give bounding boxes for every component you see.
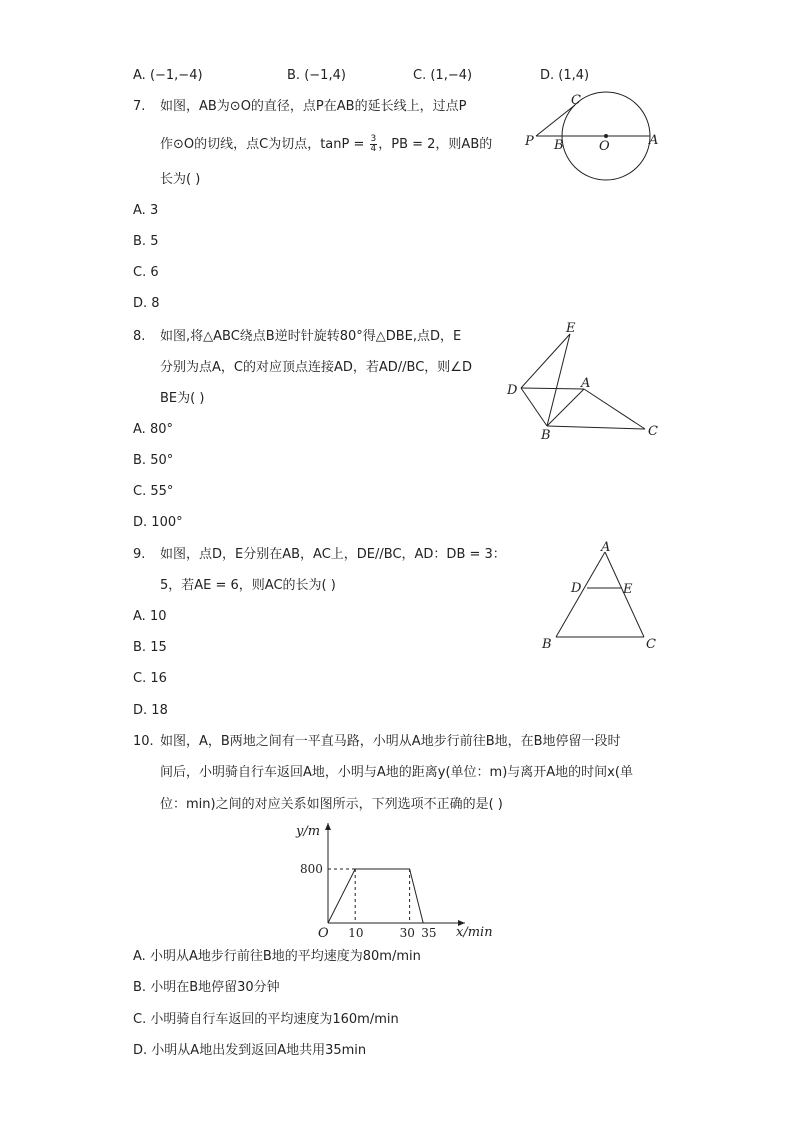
q6-option-d[interactable]: D. (1,4) — [540, 68, 590, 83]
q9-option-d[interactable]: D. 18 — [133, 703, 168, 718]
q9-label-e: E — [623, 582, 633, 597]
q10-x-tick-30: 30 — [399, 926, 415, 940]
q7-circle-figure — [515, 88, 665, 188]
q10-y-tick-800: 800 — [300, 862, 323, 876]
q7-label-o: O — [599, 139, 610, 154]
q7-center-point — [604, 134, 608, 138]
q8-label-e: E — [566, 321, 576, 336]
q10-distance-time-chart — [290, 815, 510, 945]
q6-option-b[interactable]: B. (−1,4) — [287, 68, 346, 83]
q7-option-a[interactable]: A. 3 — [133, 203, 159, 218]
q7-label-p: P — [525, 134, 534, 149]
q8-seg-bc — [547, 426, 645, 429]
q7-tangent-pc — [536, 105, 575, 136]
q10-option-d[interactable]: D. 小明从A地出发到返回A地共用35min — [133, 1043, 367, 1058]
q9-label-a: A — [601, 540, 611, 555]
q8-option-c[interactable]: C. 55° — [133, 484, 174, 499]
q10-series-line — [328, 869, 423, 923]
q8-stem-line3: BE为( ) — [160, 391, 205, 406]
q9-stem-line2: 5，若AE = 6，则AC的长为( ) — [160, 578, 336, 593]
q10-dashed-guides — [328, 869, 410, 923]
q10-stem-line3: 位：min)之间的对应关系如图所示，下列选项不正确的是( ) — [160, 797, 503, 812]
q7-label-a: A — [649, 133, 659, 148]
q8-label-a: A — [581, 376, 591, 391]
q9-label-b: B — [542, 637, 552, 652]
q7-label-c: C — [571, 93, 581, 108]
q9-number: 9. — [133, 547, 146, 562]
q8-option-d[interactable]: D. 100° — [133, 515, 183, 530]
q8-seg-ed — [521, 334, 570, 388]
q7-number: 7. — [133, 99, 146, 114]
q8-label-b: B — [541, 428, 551, 443]
q9-option-b[interactable]: B. 15 — [133, 640, 167, 655]
q8-seg-ab — [547, 389, 584, 426]
q7-stem-line1: 如图，AB为⊙O的直径，点P在AB的延长线上，过点P — [160, 99, 467, 114]
q7-fraction: $\frac{3}{4}$ — [370, 134, 377, 154]
q8-seg-ac — [584, 389, 645, 429]
q7-stem-line3: 长为( ) — [160, 172, 201, 187]
q8-seg-eb — [547, 334, 570, 426]
q10-y-axis-label: y/m — [296, 824, 321, 839]
q10-option-a[interactable]: A. 小明从A地步行前往B地的平均速度为80m/min — [133, 949, 421, 964]
q6-option-a[interactable]: A. (−1,−4) — [133, 68, 203, 83]
q8-seg-da — [521, 388, 584, 389]
q9-stem-line1: 如图，点D，E分别在AB，AC上，DE//BC，AD：DB = 3： — [160, 547, 506, 562]
q10-x-axis-label: x/min — [456, 925, 493, 940]
q9-label-c: C — [646, 637, 656, 652]
q10-stem-line1: 如图，A，B两地之间有一平直马路，小明从A地步行前往B地，在B地停留一段时 — [160, 734, 621, 749]
q10-stem-line2: 间后，小明骑自行车返回A地，小明与A地的距离y(单位：m)与离开A地的时间x(单 — [160, 765, 633, 780]
q8-label-c: C — [648, 424, 658, 439]
q7-label-b: B — [554, 138, 564, 153]
q8-option-a[interactable]: A. 80° — [133, 422, 173, 437]
q7-option-c[interactable]: C. 6 — [133, 265, 159, 280]
q6-option-c[interactable]: C. (1,−4) — [413, 68, 473, 83]
q10-origin-label: O — [318, 926, 329, 941]
q7-stem-line2: 作⊙O的切线，点C为切点，tanP = $\frac{3}{4}$ ，PB = 2，则AB的 — [160, 134, 493, 154]
q7-option-b[interactable]: B. 5 — [133, 234, 159, 249]
q10-x-tick-35: 35 — [421, 926, 437, 940]
q8-number: 8. — [133, 329, 146, 344]
q10-option-c[interactable]: C. 小明骑自行车返回的平均速度为160m/min — [133, 1012, 399, 1027]
q10-x-tick-10: 10 — [348, 926, 364, 940]
q8-stem-line1: 如图,将△ABC绕点B逆时针旋转80°得△DBE,点D，E — [160, 329, 462, 344]
q9-label-d: D — [571, 581, 582, 596]
q8-label-d: D — [507, 383, 518, 398]
q10-option-b[interactable]: B. 小明在B地停留30分钟 — [133, 980, 280, 995]
q8-seg-db — [521, 388, 547, 426]
q9-option-a[interactable]: A. 10 — [133, 609, 167, 624]
q10-number: 10. — [133, 734, 154, 749]
q7-option-d[interactable]: D. 8 — [133, 296, 160, 311]
q8-rotation-figure — [500, 318, 670, 443]
q8-stem-line2: 分别为点A，C的对应顶点连接AD，若AD//BC，则∠D — [160, 360, 472, 375]
q9-triangle-figure — [535, 538, 665, 656]
q9-option-c[interactable]: C. 16 — [133, 671, 167, 686]
q8-option-b[interactable]: B. 50° — [133, 453, 174, 468]
